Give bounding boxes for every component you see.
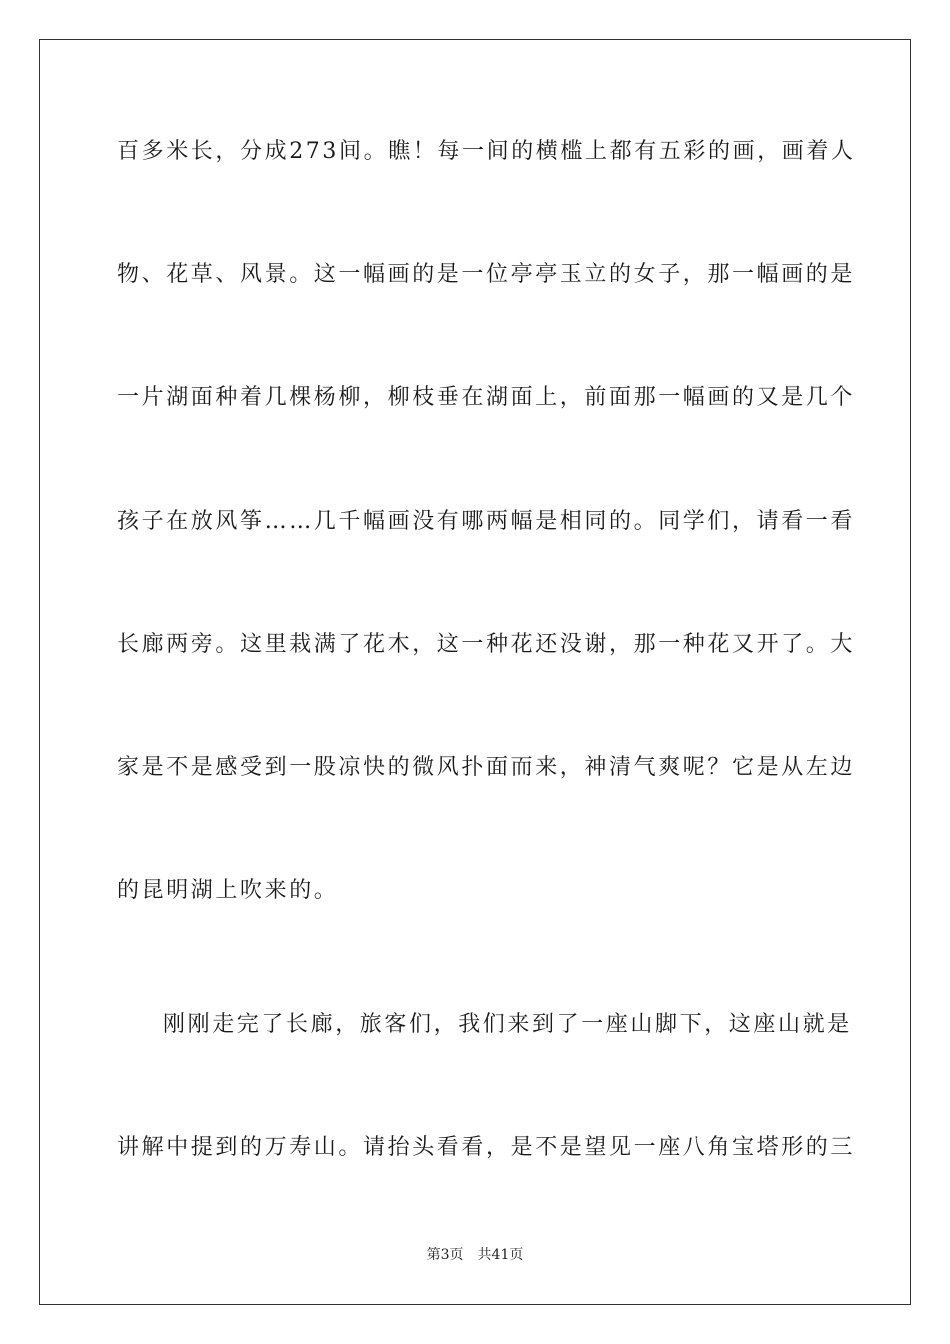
paragraph-first-line: 刚刚走完了长廊，旅客们，我们来到了一座山脚下，这座山就是 xyxy=(163,1012,852,1037)
body-text-line: 家是不是感受到一股凉快的微风扑面而来，神清气爽呢？它是从左边 xyxy=(117,755,856,780)
page-footer xyxy=(0,1245,950,1265)
body-text-line: 的昆明湖上吹来的。 xyxy=(117,878,339,903)
body-text-line: 讲解中提到的万寿山。请抬头看看，是不是望见一座八角宝塔形的三 xyxy=(117,1135,856,1160)
body-text-line: 一片湖面种着几棵杨柳，柳枝垂在湖面上，前面那一幅画的又是几个 xyxy=(117,385,856,410)
page-border xyxy=(39,39,911,1305)
page-number: 第3页 xyxy=(426,1247,464,1263)
body-text-line: 长廊两旁。这里栽满了花木，这一种花还没谢，那一种花又开了。大 xyxy=(117,632,856,657)
body-text-line: 孩子在放风筝……几千幅画没有哪两幅是相同的。同学们，请看一看 xyxy=(117,509,856,534)
body-text-line: 物、花草、风景。这一幅画的是一位亭亭玉立的女子，那一幅画的是 xyxy=(117,262,856,287)
body-text-line: 百多米长，分成273间。瞧！每一间的横槛上都有五彩的画，画着人 xyxy=(117,139,856,164)
page-total: 共41页 xyxy=(477,1247,524,1263)
